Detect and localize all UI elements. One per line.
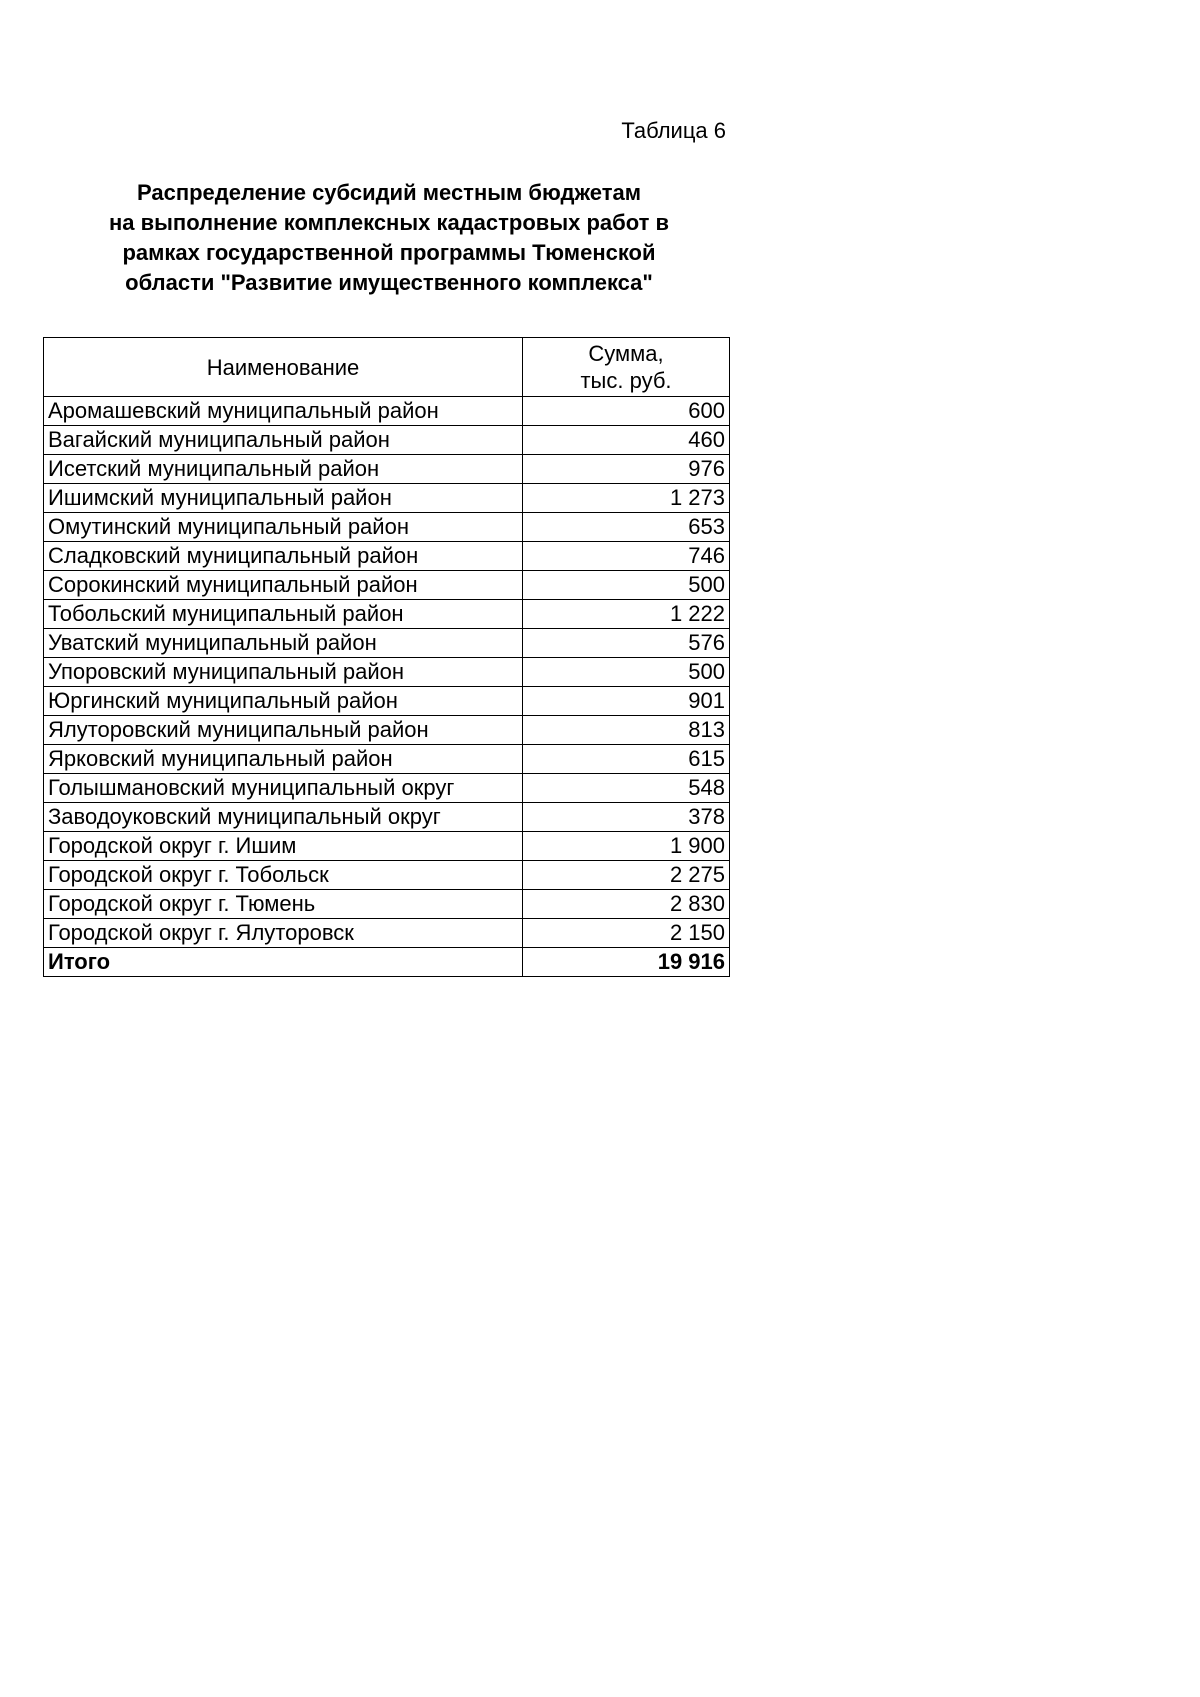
header-name: Наименование: [44, 338, 523, 397]
table-number-label: Таблица 6: [621, 118, 726, 143]
table-header-row: [44, 338, 730, 397]
title-line: Распределение субсидий местным бюджетам: [136, 180, 642, 205]
row-sum: 1 222: [523, 600, 730, 629]
row-sum: 976: [523, 455, 730, 484]
header-sum: [523, 338, 730, 397]
row-name: Юргинский муниципальный район: [44, 687, 523, 716]
table-row: [44, 716, 730, 745]
title-line: рамках государственной программы Тюменской: [122, 240, 656, 265]
row-sum: 2 830: [523, 890, 730, 919]
table-row: [44, 861, 730, 890]
row-name: Голышмановский муниципальный округ: [44, 774, 523, 803]
table-row: [44, 774, 730, 803]
subsidy-table: [43, 337, 730, 977]
row-sum: 901: [523, 687, 730, 716]
table-row: [44, 890, 730, 919]
row-name: Сорокинский муниципальный район: [44, 571, 523, 600]
row-name: Ялуторовский муниципальный район: [44, 716, 523, 745]
row-sum: 746: [523, 542, 730, 571]
title-line: на выполнение комплексных кадастровых работ в: [108, 210, 670, 235]
table-row: [44, 687, 730, 716]
header-sum-unit: тыс. руб.: [580, 368, 672, 393]
row-name: Городской округ г. Ишим: [44, 832, 523, 861]
row-sum: 2 275: [523, 861, 730, 890]
table-row: [44, 542, 730, 571]
table-row: [44, 658, 730, 687]
row-name: Упоровский муниципальный район: [44, 658, 523, 687]
row-name: Уватский муниципальный район: [44, 629, 523, 658]
row-sum: 460: [523, 426, 730, 455]
title-line: области "Развитие имущественного комплекса": [125, 270, 653, 295]
row-sum: 600: [523, 397, 730, 426]
total-label: Итого: [44, 948, 523, 977]
row-sum: 615: [523, 745, 730, 774]
row-name: Вагайский муниципальный район: [44, 426, 523, 455]
table-row: [44, 513, 730, 542]
table-row: [44, 629, 730, 658]
row-name: Заводоуковский муниципальный округ: [44, 803, 523, 832]
row-name: Ярковский муниципальный район: [44, 745, 523, 774]
row-sum: 653: [523, 513, 730, 542]
table-row: [44, 571, 730, 600]
table-row: [44, 832, 730, 861]
table-row: [44, 397, 730, 426]
table-row: [44, 455, 730, 484]
row-sum: 378: [523, 803, 730, 832]
row-name: Исетский муниципальный район: [44, 455, 523, 484]
table-row: [44, 426, 730, 455]
row-name: Ишимский муниципальный район: [44, 484, 523, 513]
table-row: [44, 484, 730, 513]
document-title: [44, 178, 734, 298]
row-name: Аромашевский муниципальный район: [44, 397, 523, 426]
table-row: [44, 745, 730, 774]
total-row: [44, 948, 730, 977]
row-sum: 576: [523, 629, 730, 658]
total-sum: 19 916: [523, 948, 730, 977]
row-name: Тобольский муниципальный район: [44, 600, 523, 629]
row-sum: 813: [523, 716, 730, 745]
table-row: [44, 600, 730, 629]
row-name: Городской округ г. Тобольск: [44, 861, 523, 890]
header-sum-line: Сумма,: [588, 341, 664, 366]
row-name: Городской округ г. Ялуторовск: [44, 919, 523, 948]
row-sum: 1 273: [523, 484, 730, 513]
row-sum: 1 900: [523, 832, 730, 861]
row-name: Городской округ г. Тюмень: [44, 890, 523, 919]
row-name: Омутинский муниципальный район: [44, 513, 523, 542]
table-row: [44, 803, 730, 832]
row-sum: 2 150: [523, 919, 730, 948]
row-name: Сладковский муниципальный район: [44, 542, 523, 571]
row-sum: 500: [523, 658, 730, 687]
row-sum: 548: [523, 774, 730, 803]
table-row: [44, 919, 730, 948]
row-sum: 500: [523, 571, 730, 600]
